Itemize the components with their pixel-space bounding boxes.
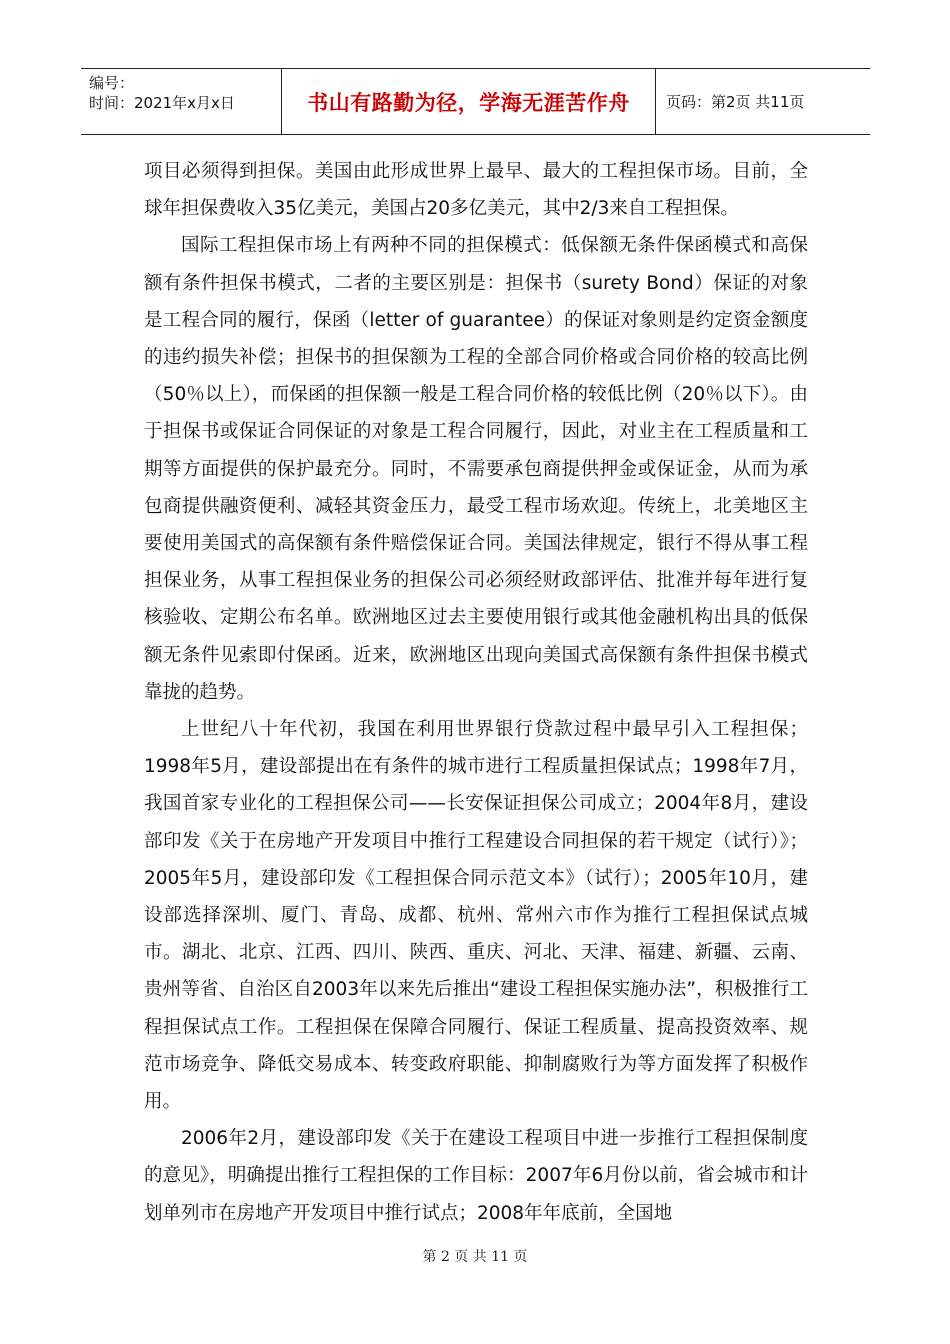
document-number-label: 编号： [89,74,135,92]
header-meta [81,69,281,134]
document-date-label: 时间：2021年x月x日 [89,94,235,112]
paragraph-2006-policy: 2006年2月，建设部印发《关于在建设工程项目中进一步推行工程担保制度的意见》，明确提出推行工程担保的工作目标：2007年6月份以前，省会城市和计划单列市在房地产开发项目中推行试点；2008年年底前，全国地 [144,1128,808,1224]
paragraph-china-history: 上世纪八十年代初，我国在利用世界银行贷款过程中最早引入工程担保；1998年5月，建设部提出在有条件的城市进行工程质量担保试点；1998年7月，我国首家专业化的工程担保公司——长安保证担保公司成立；2004年8月，建设部印发《关于在房地产开发项目中推行工程建设合同担保的若干规定（试行）》；2005年5月，建设部印发《工程担保合同示范文本》（试行）；2005年10月，建设部选择深圳、厦门、青岛、成都、杭州、常州六市作为推行工程担保试点城市。湖北、北京、江西、四川、陕西、重庆、河北、天津、福建、新疆、云南、贵州等省、自治区自2003年以来先后推出“建设工程担保实施办法”，积极推行工程担保试点工作。工程担保在保障合同履行、保证工程质量、提高投资效率、规范市场竞争、降低交易成本、转变政府职能、抑制腐败行为等方面发挥了积极作用。 [144,719,808,1113]
paragraph-guarantee-modes: 国际工程担保市场上有两种不同的担保模式：低保额无条件保函模式和高保额有条件担保书模式，二者的主要区别是：担保书（surety Bond）保证的对象是工程合同的履行，保函（letter of guarantee）的保证对象则是约定资金额度的违约损失补偿；担保书的担保额为工程的全部合同价格或合同价格的较高比例（50％以上），而保函的担保额一般是工程合同价格的较低比例（20％以下）。由于担保书或保证合同保证的对象是工程合同履行，因此，对业主在工程质量和工期等方面提供的保护最充分。同时，不需要承包商提供押金或保证金，从而为承包商提供融资便利、减轻其资金压力，最受工程市场欢迎。传统上，北美地区主要使用美国式的高保额有条件赔偿保证合同。美国法律规定，银行不得从事工程担保业务，从事工程担保业务的担保公司必须经财政部评估、批准并每年进行复核验收、定期公布名单。欧洲地区过去主要使用银行或其他金融机构出具的低保额无条件见索即付保函。近来，欧洲地区出现向美国式高保额有条件担保书模式靠拢的趋势。 [144,235,808,703]
page-footer: 第 2 页 共 11 页 [422,1249,528,1265]
document-body [144,153,808,1232]
header-motto: 书山有路勤为径，学海无涯苦作舟 [281,69,656,134]
header-page-number: 页码：第2页 共11页 [666,93,805,111]
page-header [81,68,870,135]
paragraph-continuation: 项目必须得到担保。美国由此形成世界上最早、最大的工程担保市场。目前，全球年担保费收入35亿美元，美国占20多亿美元，其中2/3来自工程担保。 [144,161,808,220]
